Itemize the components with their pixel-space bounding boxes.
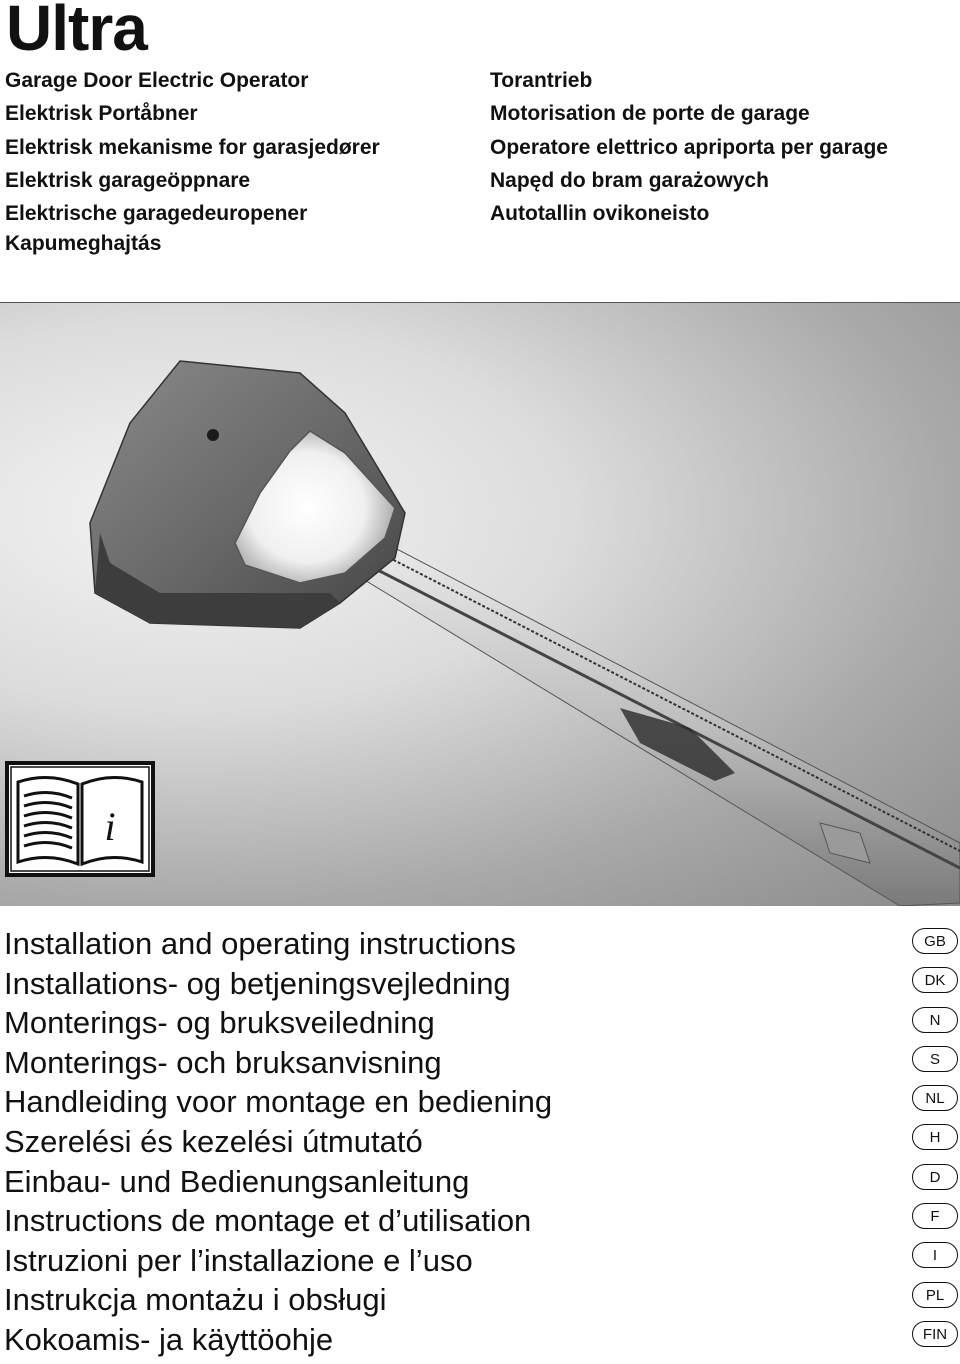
subtitle-pl: Napęd do bram garażowych: [490, 168, 769, 192]
instruction-title-gb: Installation and operating instructions: [4, 926, 516, 961]
subtitle-f: Motorisation de porte de garage: [490, 102, 810, 126]
document-title: Ultra: [6, 0, 147, 64]
instruction-title-h: Szerelési és kezelési útmutató: [4, 1123, 423, 1159]
language-badge-n: N: [912, 1007, 958, 1033]
subtitles-right: [490, 64, 888, 230]
subtitle-gb: Garage Door Electric Operator: [5, 69, 309, 92]
instruction-title-i: Istruzioni per l’installazione e l’uso: [4, 1242, 473, 1278]
instruction-title-f: Instructions de montage et d’utilisation: [4, 1203, 532, 1239]
subtitle-h: Kapumeghajtás: [5, 232, 162, 255]
instruction-titles: [4, 924, 552, 1360]
instruction-title-s: Monterings- och bruksanvisning: [4, 1044, 442, 1080]
subtitle-nl: Elektrische garagedeuropener: [5, 202, 308, 226]
language-badge-nl: NL: [912, 1085, 958, 1111]
subtitle-fin: Autotallin ovikoneisto: [490, 202, 710, 226]
language-badge-fin: FIN: [912, 1321, 958, 1347]
language-badge-gb: GB: [912, 928, 958, 954]
subtitles-left: [5, 64, 380, 230]
language-badge-i: I: [912, 1242, 958, 1268]
language-badge-s: S: [912, 1046, 958, 1072]
info-letter: i: [104, 804, 116, 849]
instruction-title-pl: Instrukcja montażu i obsługi: [4, 1282, 387, 1318]
language-badges: [912, 928, 958, 1360]
instruction-title-dk: Installations- og betjeningsvejledning: [4, 965, 511, 1001]
subtitle-dk: Elektrisk Portåbner: [5, 102, 198, 126]
language-badge-d: D: [912, 1164, 958, 1190]
instruction-title-d: Einbau- und Bedienungsanleitung: [4, 1163, 470, 1199]
read-manual-icon: [4, 760, 156, 878]
instruction-title-fin: Kokoamis- ja käyttöohje: [4, 1321, 334, 1357]
subtitle-d: Torantrieb: [490, 69, 593, 92]
language-badge-dk: DK: [912, 967, 958, 993]
instruction-title-n: Monterings- og bruksveiledning: [4, 1005, 435, 1041]
subtitle-n: Elektrisk mekanisme for garasjedører: [5, 135, 380, 159]
subtitle-i: Operatore elettrico apriporta per garage: [490, 135, 888, 159]
instruction-title-nl: Handleiding voor montage en bediening: [4, 1084, 553, 1120]
language-badge-h: H: [912, 1124, 958, 1150]
subtitle-s: Elektrisk garageöppnare: [5, 168, 251, 192]
language-badge-pl: PL: [912, 1282, 958, 1308]
language-badge-f: F: [912, 1203, 958, 1229]
